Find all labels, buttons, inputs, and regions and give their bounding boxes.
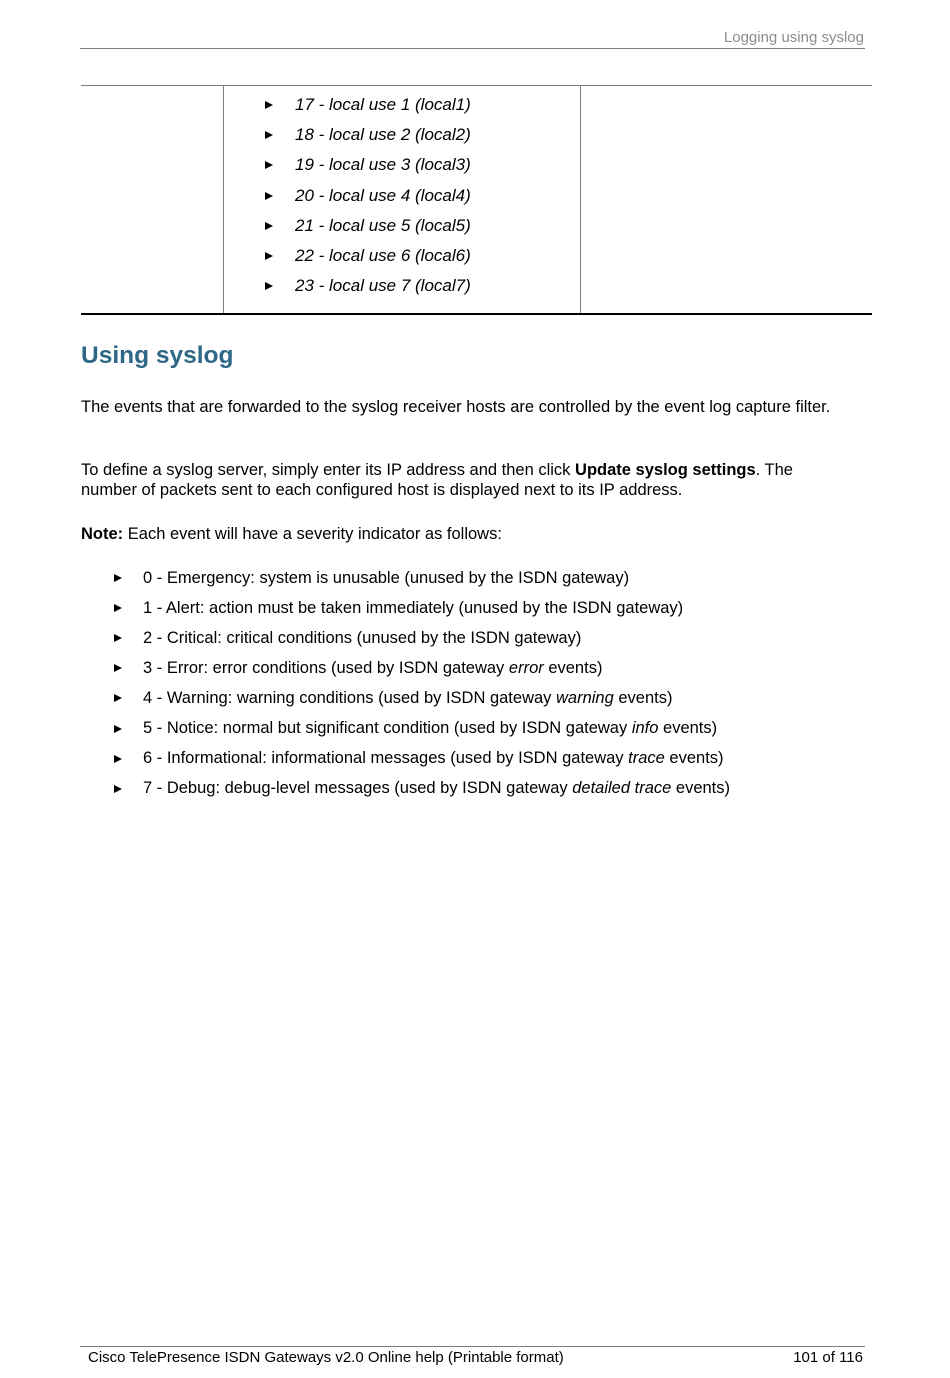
list-item: 19 - local use 3 (local3)	[265, 150, 471, 180]
triangle-bullet-icon	[114, 574, 122, 582]
note-paragraph: Note: Each event will have a severity indicator as follows:	[81, 525, 502, 543]
list-item: 2 - Critical: critical conditions (unused by the ISDN gateway)	[114, 623, 730, 653]
update-syslog-settings-label: Update syslog settings	[575, 461, 756, 479]
triangle-bullet-icon	[114, 604, 122, 612]
triangle-bullet-icon	[114, 694, 122, 702]
list-item: 7 - Debug: debug-level messages (used by ISDN gateway detailed trace events)	[114, 774, 730, 804]
list-item: 0 - Emergency: system is unusable (unused by the ISDN gateway)	[114, 563, 730, 593]
list-item: 4 - Warning: warning conditions (used by ISDN gateway warning events)	[114, 683, 730, 713]
facility-list	[265, 90, 471, 301]
table-column-divider	[580, 86, 581, 313]
triangle-bullet-icon	[114, 785, 122, 793]
list-item: 18 - local use 2 (local2)	[265, 120, 471, 150]
list-item: 23 - local use 7 (local7)	[265, 271, 471, 301]
triangle-bullet-icon	[265, 161, 273, 169]
list-item: 1 - Alert: action must be taken immediately (unused by the ISDN gateway)	[114, 593, 730, 623]
triangle-bullet-icon	[114, 755, 122, 763]
page-header	[80, 29, 865, 49]
triangle-bullet-icon	[265, 101, 273, 109]
triangle-bullet-icon	[114, 664, 122, 672]
triangle-bullet-icon	[265, 282, 273, 290]
intro-paragraph: The events that are forwarded to the syslog receiver hosts are controlled by the event log capture filter.	[81, 398, 831, 416]
section-title: Using syslog	[81, 342, 234, 369]
triangle-bullet-icon	[114, 634, 122, 642]
note-label: Note:	[81, 525, 124, 543]
table-column-divider	[223, 86, 224, 313]
list-item: 5 - Notice: normal but significant condition (used by ISDN gateway info events)	[114, 713, 730, 743]
triangle-bullet-icon	[265, 222, 273, 230]
triangle-bullet-icon	[265, 131, 273, 139]
severity-list	[114, 563, 730, 804]
header-title: Logging using syslog	[723, 29, 864, 46]
list-item: 20 - local use 4 (local4)	[265, 181, 471, 211]
triangle-bullet-icon	[114, 725, 122, 733]
footer-doc-title: Cisco TelePresence ISDN Gateways v2.0 Online help (Printable format)	[88, 1349, 564, 1366]
triangle-bullet-icon	[265, 192, 273, 200]
list-item: 3 - Error: error conditions (used by ISDN gateway error events)	[114, 653, 730, 683]
list-item: 21 - local use 5 (local5)	[265, 211, 471, 241]
list-item: 6 - Informational: informational messages (used by ISDN gateway trace events)	[114, 744, 730, 774]
triangle-bullet-icon	[265, 252, 273, 260]
page-footer	[80, 1346, 865, 1369]
syslog-server-paragraph: To define a syslog server, simply enter its IP address and then click Update syslog settings. The number of packets sent to each configured host is displayed next to its IP address.	[81, 461, 793, 499]
facility-table	[81, 85, 872, 315]
page-number: 101 of 116	[793, 1349, 863, 1366]
list-item: 17 - local use 1 (local1)	[265, 90, 471, 120]
list-item: 22 - local use 6 (local6)	[265, 241, 471, 271]
